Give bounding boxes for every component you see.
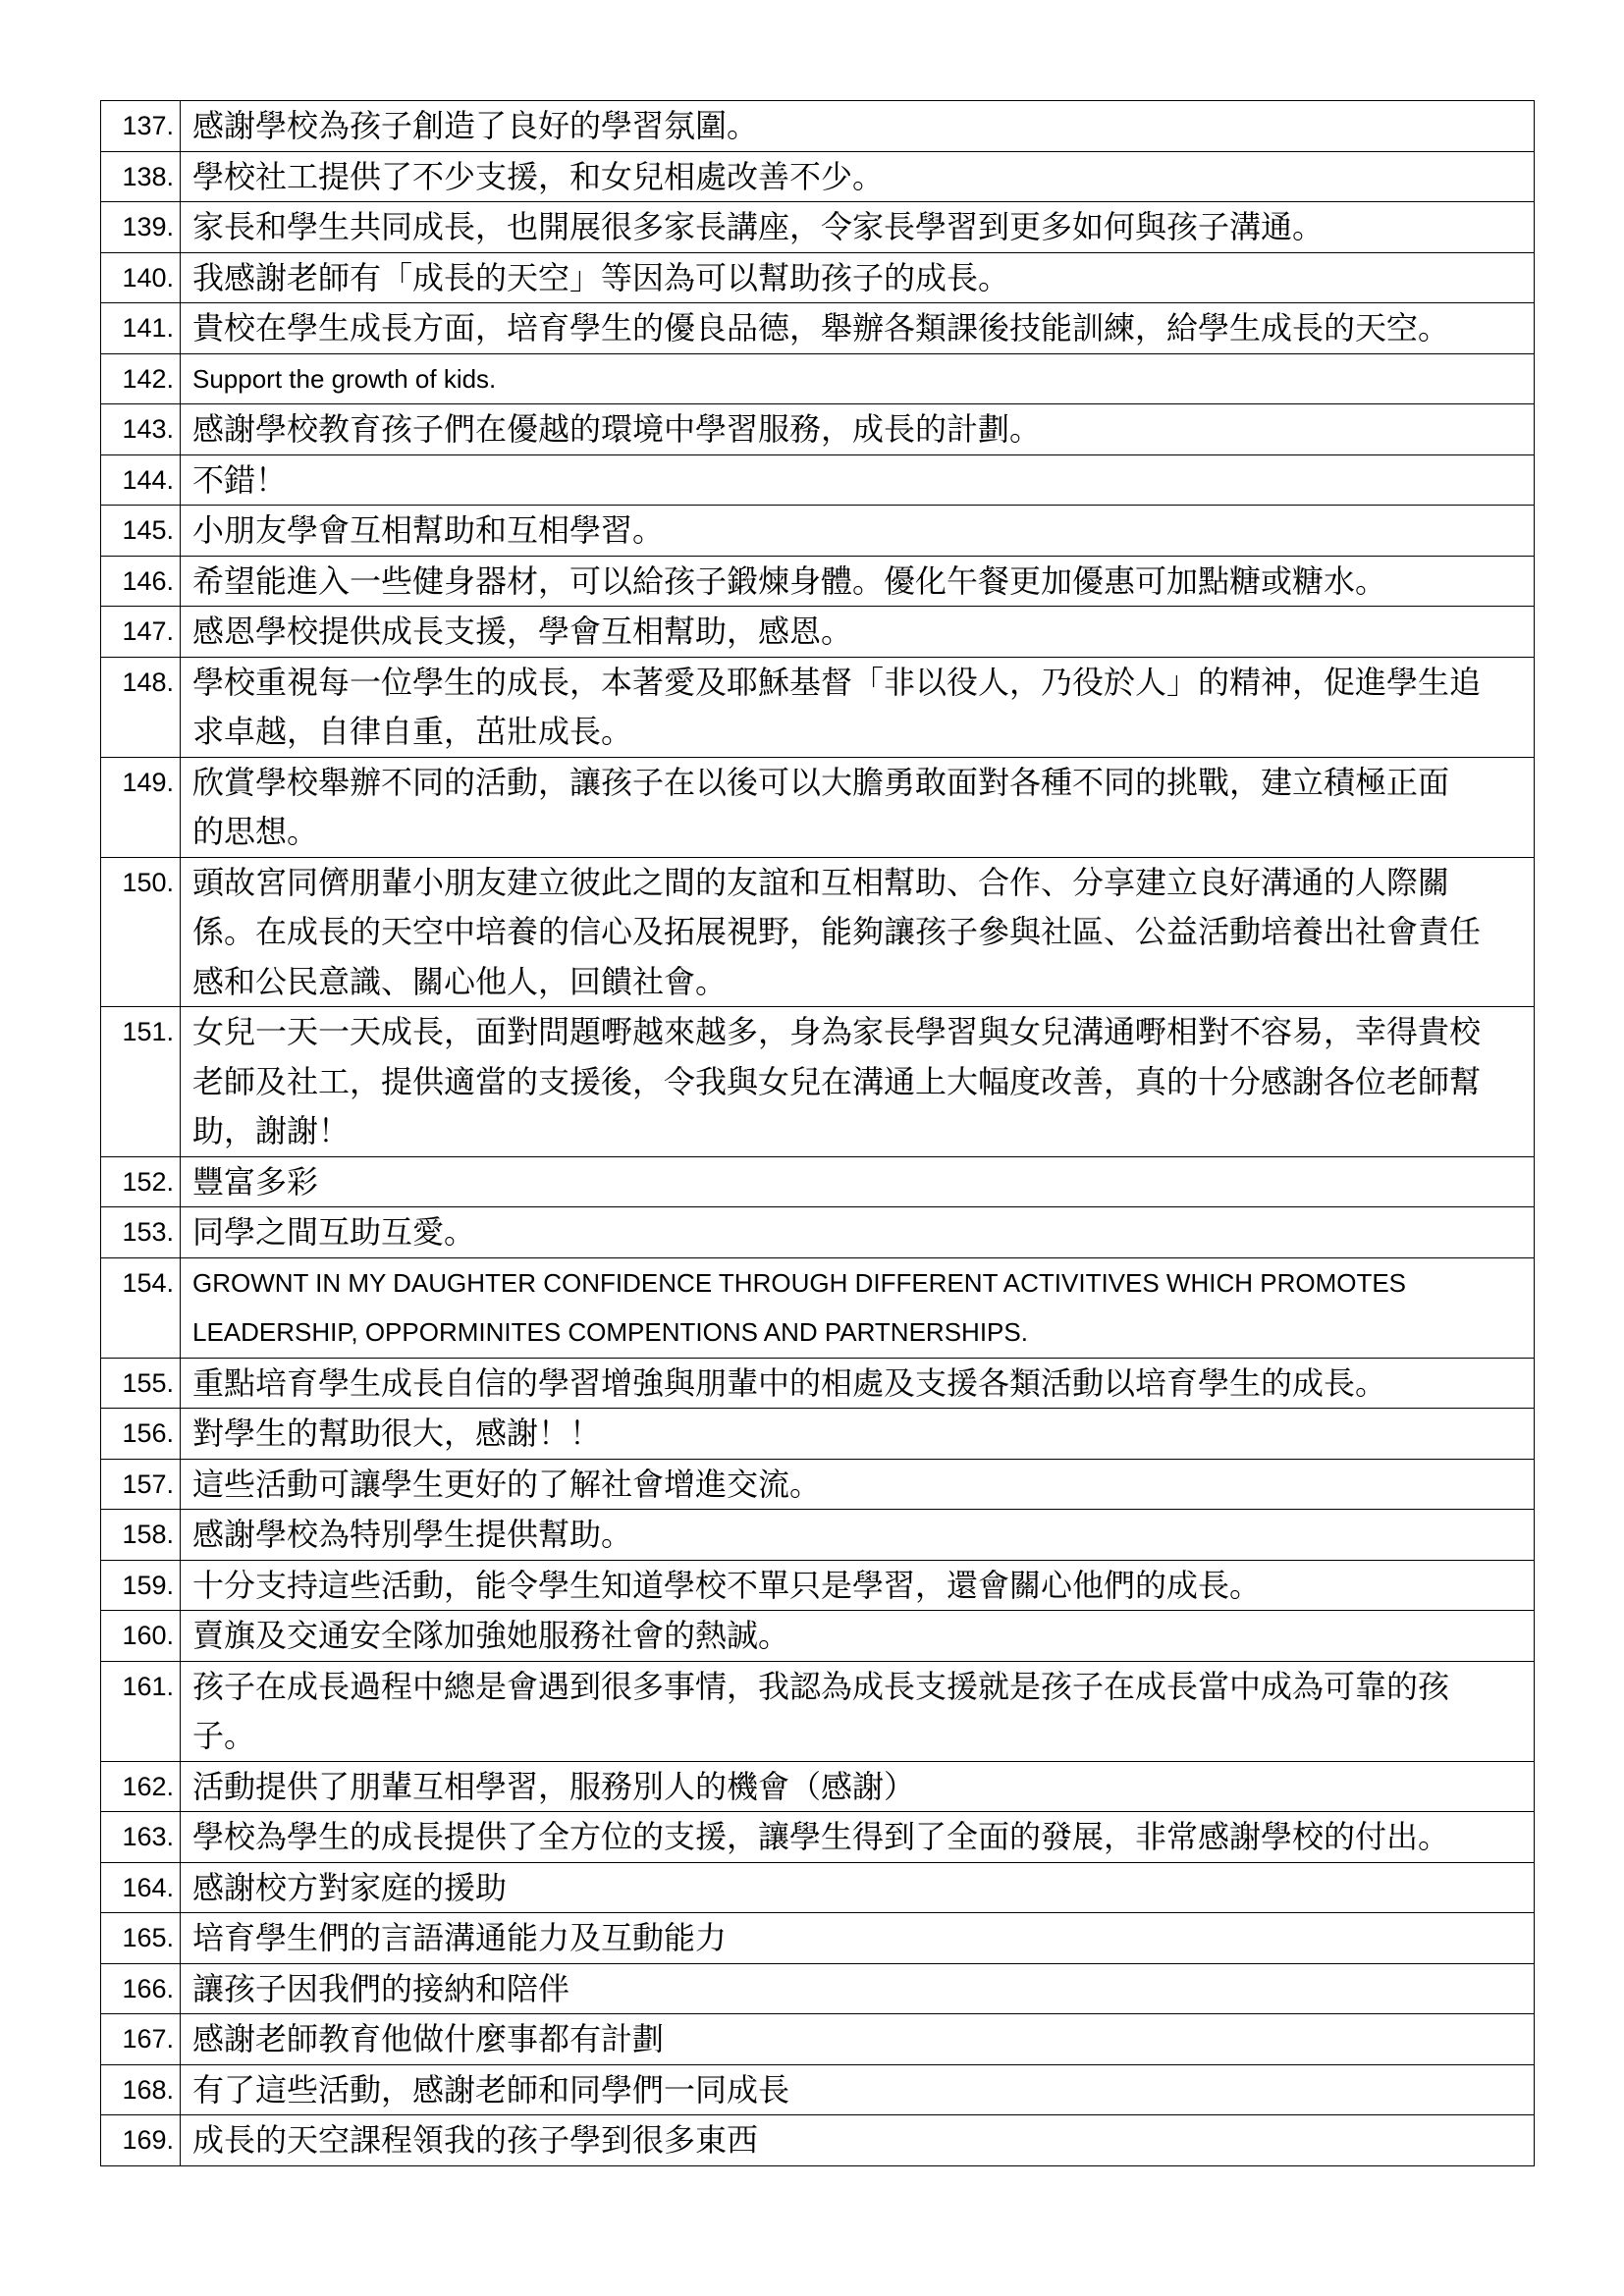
- comment-line: 助，謝謝！: [192, 1113, 351, 1148]
- row-number: 139.: [101, 202, 181, 253]
- comment-cell: [181, 151, 1535, 202]
- comment-cell: [181, 2014, 1535, 2065]
- comment-line: 欣賞學校舉辦不同的活動，讓孩子在以後可以大膽勇敢面對各種不同的挑戰，建立積極正面: [192, 764, 1450, 800]
- comment-line: 活動提供了朋輩互相學習，服務別人的機會（感謝）: [192, 1768, 916, 1804]
- comment-cell: [181, 1510, 1535, 1561]
- table-row: [101, 556, 1535, 607]
- table-row: [101, 1007, 1535, 1157]
- comment-line: 感謝學校教育孩子們在優越的環境中學習服務，成長的計劃。: [192, 411, 1042, 447]
- comment-line: 求卓越，自律自重，茁壯成長。: [192, 714, 633, 749]
- table-row: [101, 607, 1535, 658]
- comment-cell: [181, 1611, 1535, 1662]
- comment-line: 學校為學生的成長提供了全方位的支援，讓學生得到了全面的發展，非常感謝學校的付出。: [192, 1819, 1450, 1854]
- comment-line: 的思想。: [192, 814, 319, 849]
- comment-line: LEADERSHIP, OPPORMINITES COMPENTIONS AND PARTNERSHIPS.: [192, 1317, 1028, 1347]
- comment-line: 這些活動可讓學生更好的了解社會增進交流。: [192, 1466, 822, 1502]
- table-row: [101, 252, 1535, 303]
- comment-line: 讓孩子因我們的接納和陪伴: [192, 1970, 570, 2006]
- table-row: [101, 1963, 1535, 2014]
- row-number: 169.: [101, 2115, 181, 2166]
- row-number: 157.: [101, 1459, 181, 1510]
- comment-cell: [181, 101, 1535, 152]
- comment-cell: [181, 857, 1535, 1007]
- table-row: [101, 1358, 1535, 1409]
- comment-cell: [181, 556, 1535, 607]
- comment-line: 老師及社工，提供適當的支援後，令我與女兒在溝通上大幅度改善，真的十分感謝各位老師幫: [192, 1063, 1482, 1099]
- row-number: 167.: [101, 2014, 181, 2065]
- row-number: 159.: [101, 1560, 181, 1611]
- table-row: [101, 1761, 1535, 1812]
- comment-cell: [181, 252, 1535, 303]
- table-row: [101, 454, 1535, 506]
- comment-cell: [181, 1560, 1535, 1611]
- comment-cell: [181, 353, 1535, 404]
- comment-line: 同學之間互助互愛。: [192, 1214, 476, 1250]
- comment-line: 重點培育學生成長自信的學習增強與朋輩中的相處及支援各類活動以培育學生的成長。: [192, 1364, 1387, 1401]
- comment-cell: [181, 1913, 1535, 1964]
- row-number: 152.: [101, 1156, 181, 1207]
- comment-cell: [181, 1358, 1535, 1409]
- comment-line: 孩子在成長過程中總是會遇到很多事情，我認為成長支援就是孩子在成長當中成為可靠的孩: [192, 1668, 1450, 1704]
- table-row: [101, 404, 1535, 455]
- comment-cell: [181, 1007, 1535, 1157]
- row-number: 164.: [101, 1862, 181, 1913]
- comment-line: 感謝校方對家庭的援助: [192, 1869, 508, 1905]
- table-row: [101, 2115, 1535, 2166]
- comment-cell: [181, 454, 1535, 506]
- comment-line: 希望能進入一些健身器材，可以給孩子鍛煉身體。優化午餐更加優惠可加點糖或糖水。: [192, 562, 1387, 599]
- comment-cell: [181, 303, 1535, 354]
- row-number: 163.: [101, 1812, 181, 1863]
- table-row: [101, 2064, 1535, 2115]
- comment-cell: [181, 404, 1535, 455]
- comment-cell: [181, 1459, 1535, 1510]
- row-number: 155.: [101, 1358, 181, 1409]
- row-number: 165.: [101, 1913, 181, 1964]
- comment-cell: [181, 607, 1535, 658]
- comment-line: 豐富多彩: [192, 1163, 319, 1200]
- row-number: 138.: [101, 151, 181, 202]
- comment-line: 不錯！: [192, 461, 288, 498]
- comment-cell: [181, 1156, 1535, 1207]
- row-number: 160.: [101, 1611, 181, 1662]
- table-row: [101, 1207, 1535, 1258]
- comment-line: 女兒一天一天成長，面對問題嘢越來越多，身為家長學習與女兒溝通嘢相對不容易，幸得貴校: [192, 1014, 1482, 1049]
- table-row: [101, 1812, 1535, 1863]
- comment-line: 感和公民意識、關心他人，回饋社會。: [192, 963, 728, 999]
- comment-cell: [181, 1207, 1535, 1258]
- comment-cell: [181, 757, 1535, 857]
- comment-cell: [181, 657, 1535, 757]
- row-number: 141.: [101, 303, 181, 354]
- table-row: [101, 1459, 1535, 1510]
- row-number: 146.: [101, 556, 181, 607]
- comment-cell: [181, 1963, 1535, 2014]
- comment-line: 培育學生們的言語溝通能力及互動能力: [192, 1920, 728, 1955]
- table-row: [101, 1409, 1535, 1460]
- table-row: [101, 1560, 1535, 1611]
- table-row: [101, 2014, 1535, 2065]
- table-row: [101, 506, 1535, 557]
- comment-cell: [181, 1761, 1535, 1812]
- comment-table: [100, 100, 1535, 2166]
- comment-line: Support the growth of kids.: [192, 363, 497, 394]
- comment-line: 貴校在學生成長方面，培育學生的優良品德，舉辦各類課後技能訓練，給學生成長的天空。: [192, 310, 1450, 346]
- table-row: [101, 101, 1535, 152]
- row-number: 168.: [101, 2064, 181, 2115]
- table-row: [101, 1913, 1535, 1964]
- table-row: [101, 1862, 1535, 1913]
- comment-line: 係。在成長的天空中培養的信心及拓展視野，能夠讓孩子參與社區、公益活動培養出社會責任: [192, 914, 1482, 949]
- comment-cell: [181, 2115, 1535, 2166]
- comment-line: 成長的天空課程領我的孩子學到很多東西: [192, 2122, 759, 2158]
- row-number: 147.: [101, 607, 181, 658]
- comment-cell: [181, 1661, 1535, 1761]
- table-row: [101, 857, 1535, 1007]
- row-number: 161.: [101, 1661, 181, 1761]
- row-number: 156.: [101, 1409, 181, 1460]
- table-row: [101, 1156, 1535, 1207]
- comment-line: 有了這些活動，感謝老師和同學們一同成長: [192, 2071, 790, 2108]
- row-number: 148.: [101, 657, 181, 757]
- comment-line: 十分支持這些活動，能令學生知道學校不單只是學習，還會關心他們的成長。: [192, 1567, 1262, 1603]
- table-row: [101, 303, 1535, 354]
- row-number: 154.: [101, 1257, 181, 1358]
- comment-line: 學校重視每一位學生的成長，本著愛及耶穌基督「非以役人，乃役於人」的精神，促進學生追: [192, 664, 1482, 700]
- row-number: 149.: [101, 757, 181, 857]
- table-row: [101, 202, 1535, 253]
- comment-cell: [181, 506, 1535, 557]
- table-row: [101, 657, 1535, 757]
- table-row: [101, 1510, 1535, 1561]
- comment-line: GROWNT IN MY DAUGHTER CONFIDENCE THROUGH DIFFERENT ACTIVITIVES WHICH PROMOTES: [192, 1267, 1407, 1298]
- comment-line: 小朋友學會互相幫助和互相學習。: [192, 512, 665, 548]
- comment-line: 子。: [192, 1718, 256, 1753]
- comment-line: 頭故宮同儕朋輩小朋友建立彼此之間的友誼和互相幫助、合作、分享建立良好溝通的人際關: [192, 864, 1450, 900]
- row-number: 162.: [101, 1761, 181, 1812]
- table-row: [101, 1611, 1535, 1662]
- row-number: 145.: [101, 506, 181, 557]
- table-row: [101, 151, 1535, 202]
- row-number: 140.: [101, 252, 181, 303]
- table-row: [101, 757, 1535, 857]
- comment-line: 我感謝老師有「成長的天空」等因為可以幫助孩子的成長。: [192, 259, 1010, 295]
- comment-line: 感恩學校提供成長支援，學會互相幫助，感恩。: [192, 614, 853, 649]
- row-number: 166.: [101, 1963, 181, 2014]
- comment-cell: [181, 2064, 1535, 2115]
- comment-line: 感謝學校為特別學生提供幫助。: [192, 1517, 633, 1552]
- comment-line: 家長和學生共同成長，也開展很多家長講座，令家長學習到更多如何與孩子溝通。: [192, 209, 1325, 244]
- row-number: 158.: [101, 1510, 181, 1561]
- table-row: [101, 1661, 1535, 1761]
- comment-line: 感謝老師教育他做什麼事都有計劃: [192, 2021, 665, 2056]
- row-number: 143.: [101, 404, 181, 455]
- comment-line: 對學生的幫助很大，感謝！！: [192, 1415, 602, 1451]
- row-number: 142.: [101, 353, 181, 404]
- row-number: 153.: [101, 1207, 181, 1258]
- row-number: 151.: [101, 1007, 181, 1157]
- comment-table-body: [101, 101, 1535, 2166]
- comment-line: 感謝學校為孩子創造了良好的學習氛圍。: [192, 108, 759, 143]
- comment-line: 學校社工提供了不少支援，和女兒相處改善不少。: [192, 158, 885, 194]
- comment-cell: [181, 1409, 1535, 1460]
- row-number: 144.: [101, 454, 181, 506]
- comment-cell: [181, 1812, 1535, 1863]
- comment-cell: [181, 1257, 1535, 1358]
- table-row: [101, 353, 1535, 404]
- table-row: [101, 1257, 1535, 1358]
- comment-cell: [181, 202, 1535, 253]
- comment-cell: [181, 1862, 1535, 1913]
- comment-line: 賣旗及交通安全隊加強她服務社會的熱誠。: [192, 1618, 790, 1653]
- row-number: 150.: [101, 857, 181, 1007]
- row-number: 137.: [101, 101, 181, 152]
